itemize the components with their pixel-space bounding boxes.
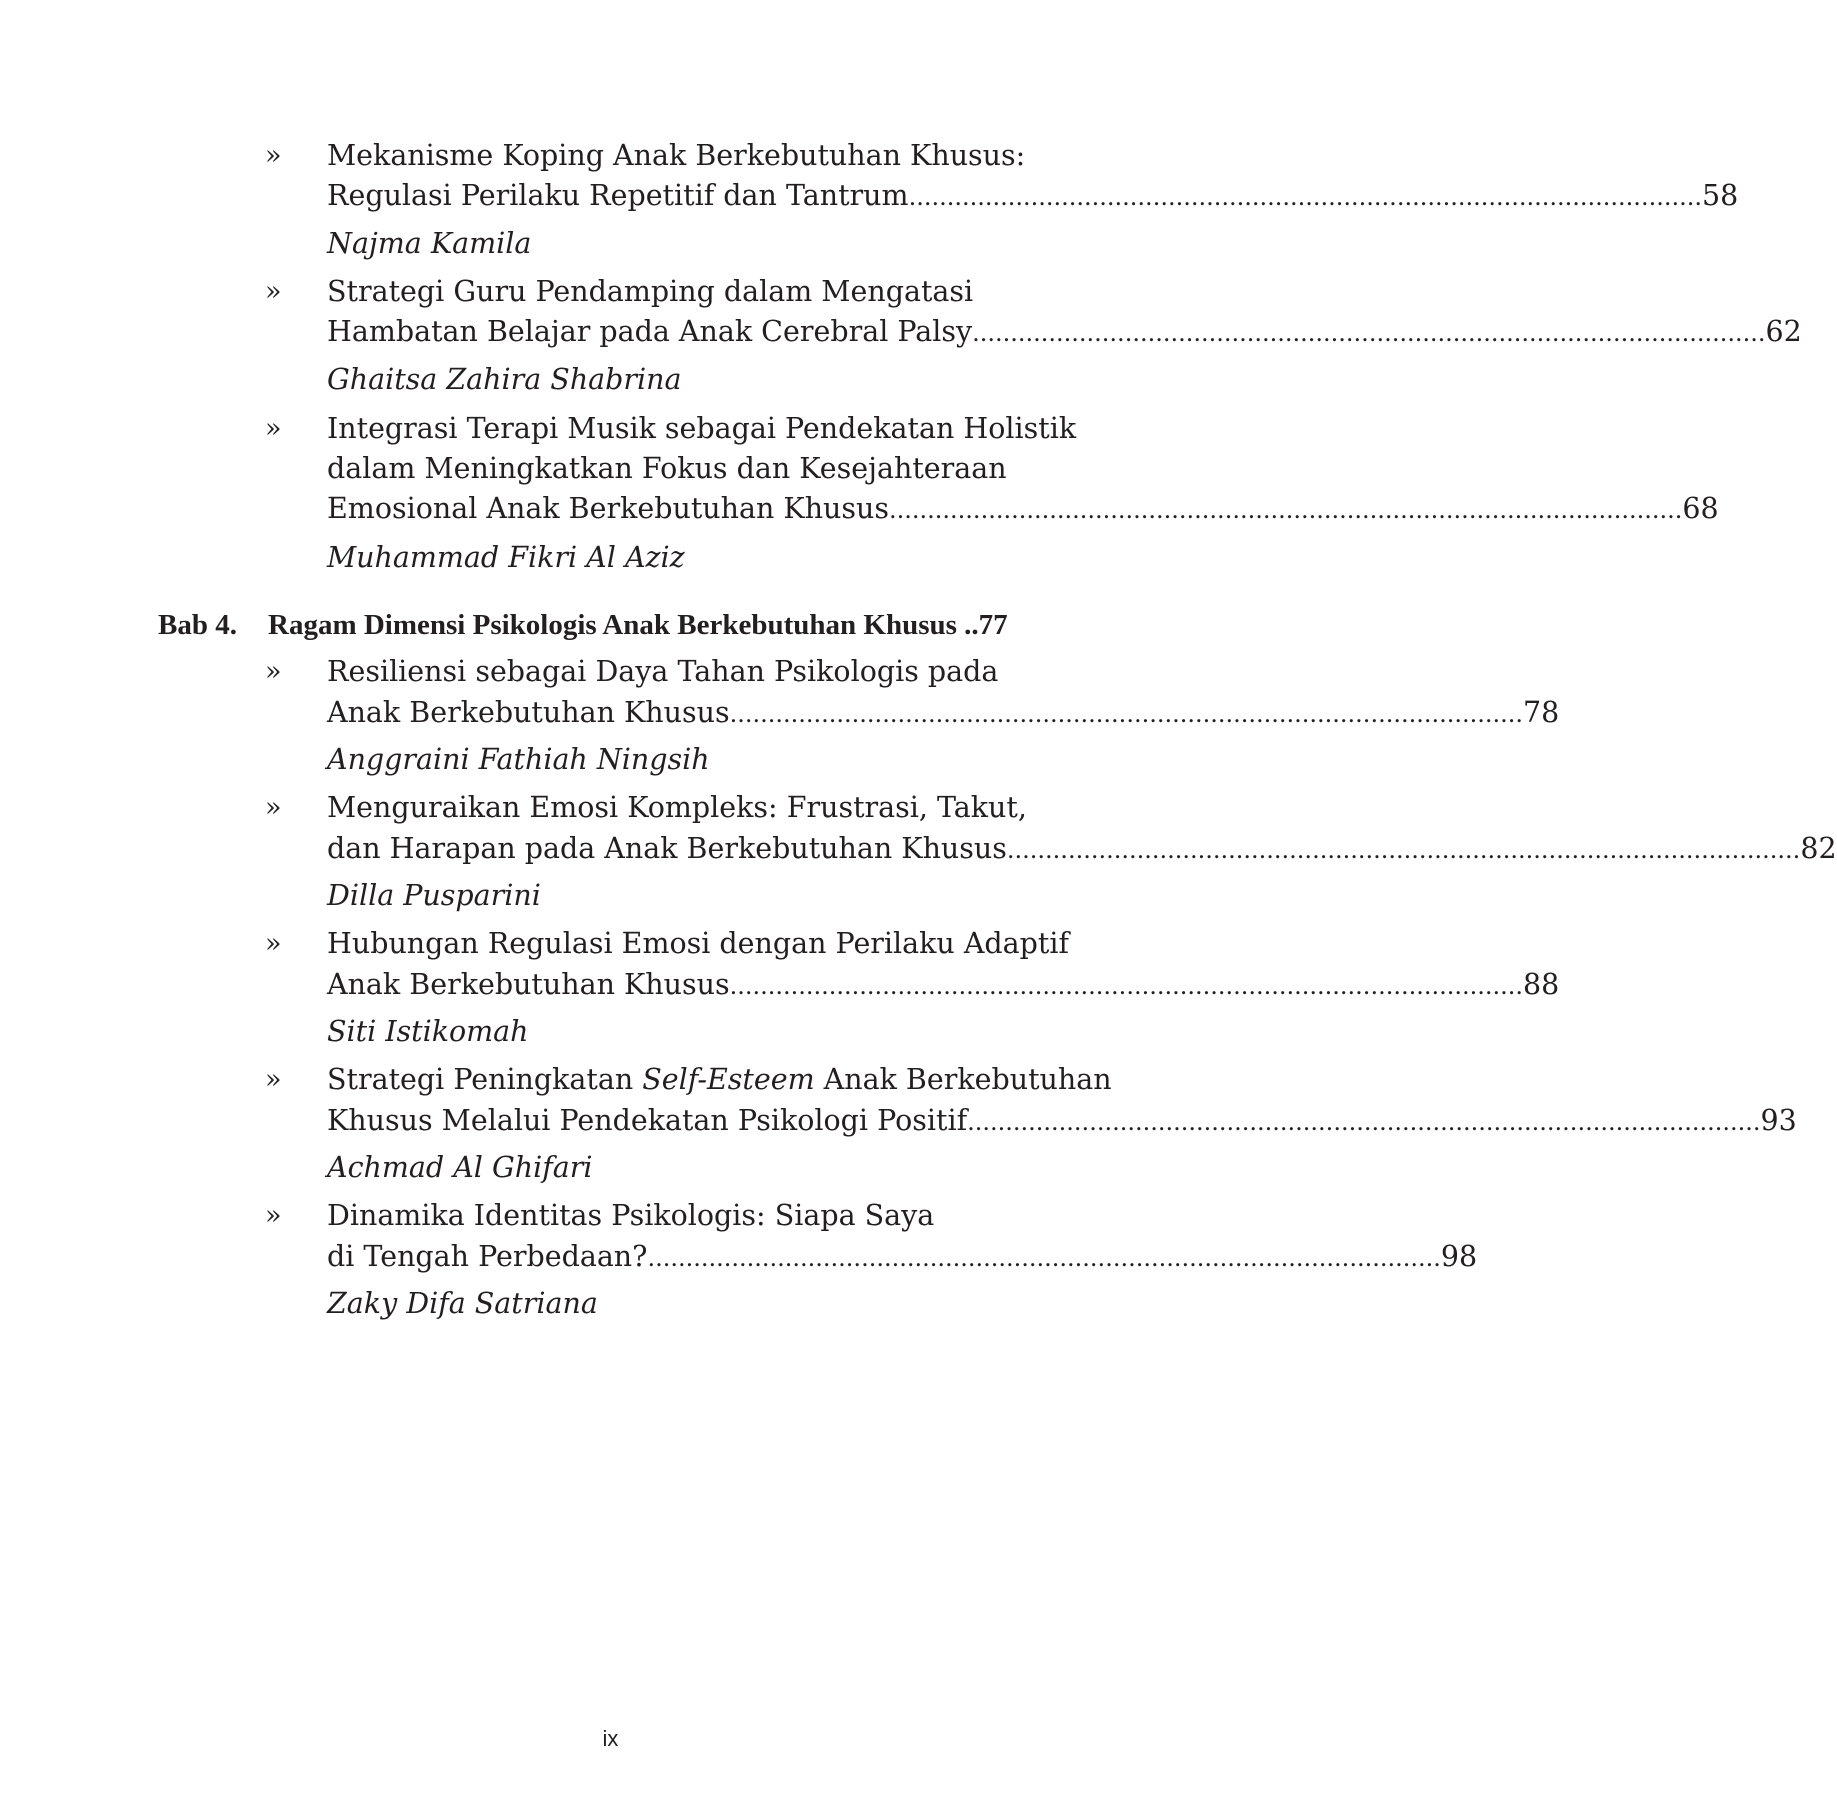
page-number: 78 [1523,696,1560,729]
bullet-marker: » [265,1200,282,1231]
page-number: 62 [1765,315,1802,348]
dot-leader: ........................................................................................................ [967,1108,1761,1136]
dot-leader: ........................................................................................................ [729,972,1524,1000]
entry-title-text: Strategi Peningkatan [327,1063,643,1096]
page-footer-number: ix [602,1726,619,1751]
entry-title-line: Strategi Guru Pendamping dalam Mengatasi [327,275,974,308]
bullet-marker: » [265,413,282,444]
dot-leader: ........................................................................................................ [972,319,1766,347]
entry-title-text: di Tengah Perbedaan? [327,1240,648,1273]
dot-leader: ........................................................................................................ [729,700,1524,728]
entry-title-text: Anak Berkebutuhan [814,1063,1112,1096]
entry-author: Zaky Difa Satriana [327,1287,598,1320]
entry-title-text: Hambatan Belajar pada Anak Cerebral Palsy [327,315,973,348]
entry-author: Siti Istikomah [327,1015,529,1048]
entry-title-line: Integrasi Terapi Musik sebagai Pendekatan Holistik [327,412,1077,445]
bullet-marker: » [265,656,282,687]
bullet-marker: » [265,140,282,171]
bullet-marker: » [265,792,282,823]
entry-title-line [327,689,1560,737]
entry-title-text: Emosional Anak Berkebutuhan Khusus [327,492,890,525]
bullet-marker: » [265,928,282,959]
entry-title-italic: Self-Esteem [642,1063,815,1096]
bullet-marker: » [265,1064,282,1095]
page-number: 98 [1440,1240,1478,1273]
entry-title-line: Resiliensi sebagai Daya Tahan Psikologis pada [327,655,999,688]
entry-title-text: Khusus Melalui Pendekatan Psikologi Positif [327,1104,968,1137]
entry-title-text: Regulasi Perilaku Repetitif dan Tantrum [327,179,909,212]
page-number: 58 [1701,179,1739,212]
page-number: 82 [1800,832,1837,865]
dot-leader: ........................................................................................................ [647,1244,1441,1272]
chapter-heading[interactable] [158,601,1070,649]
page-number: 68 [1682,492,1719,525]
entry-author: Najma Kamila [327,227,532,260]
page-number: 88 [1523,968,1560,1001]
chapter-title: Ragam Dimensi Psikologis Anak Berkebutuhan Khusus ..77 [268,609,1008,641]
entry-title-line [327,308,1802,356]
entry-author: Ghaitsa Zahira Shabrina [327,363,682,396]
entry-title-text: Anak Berkebutuhan Khusus [327,696,730,729]
entry-title-line: Menguraikan Emosi Kompleks: Frustrasi, Takut, [327,791,1027,824]
entry-title-text: dan Harapan pada Anak Berkebutuhan Khusus [327,832,1007,865]
dot-leader: ........................................................................................................ [908,183,1702,211]
entry-title-line [327,1233,1478,1281]
entry-title-line [327,172,1739,220]
entry-title-line [327,485,1719,533]
entry-title-line [327,825,1837,873]
entry-title-line: Dinamika Identitas Psikologis: Siapa Saya [327,1199,935,1232]
dot-leader: ........................................................................................................ [1006,836,1801,864]
entry-title-text: Anak Berkebutuhan Khusus [327,968,730,1001]
entry-title-line: Mekanisme Koping Anak Berkebutuhan Khusus: [327,139,1026,172]
entry-author: Dilla Pusparini [327,879,541,912]
entry-title-line [327,961,1560,1009]
entry-title-line [327,1097,1797,1145]
page-number: 93 [1760,1104,1797,1137]
entry-author: Achmad Al Ghifari [327,1151,593,1184]
entry-title-line: Hubungan Regulasi Emosi dengan Perilaku Adaptif [327,927,1070,960]
dot-leader: ........................................................................................................ [889,496,1683,524]
bullet-marker: » [265,276,282,307]
chapter-number: Bab 4. [158,609,237,641]
entry-author: Anggraini Fathiah Ningsih [327,743,710,776]
entry-title-line: dalam Meningkatkan Fokus dan Kesejahteraan [327,452,1007,485]
entry-author: Muhammad Fikri Al Aziz [327,541,685,574]
